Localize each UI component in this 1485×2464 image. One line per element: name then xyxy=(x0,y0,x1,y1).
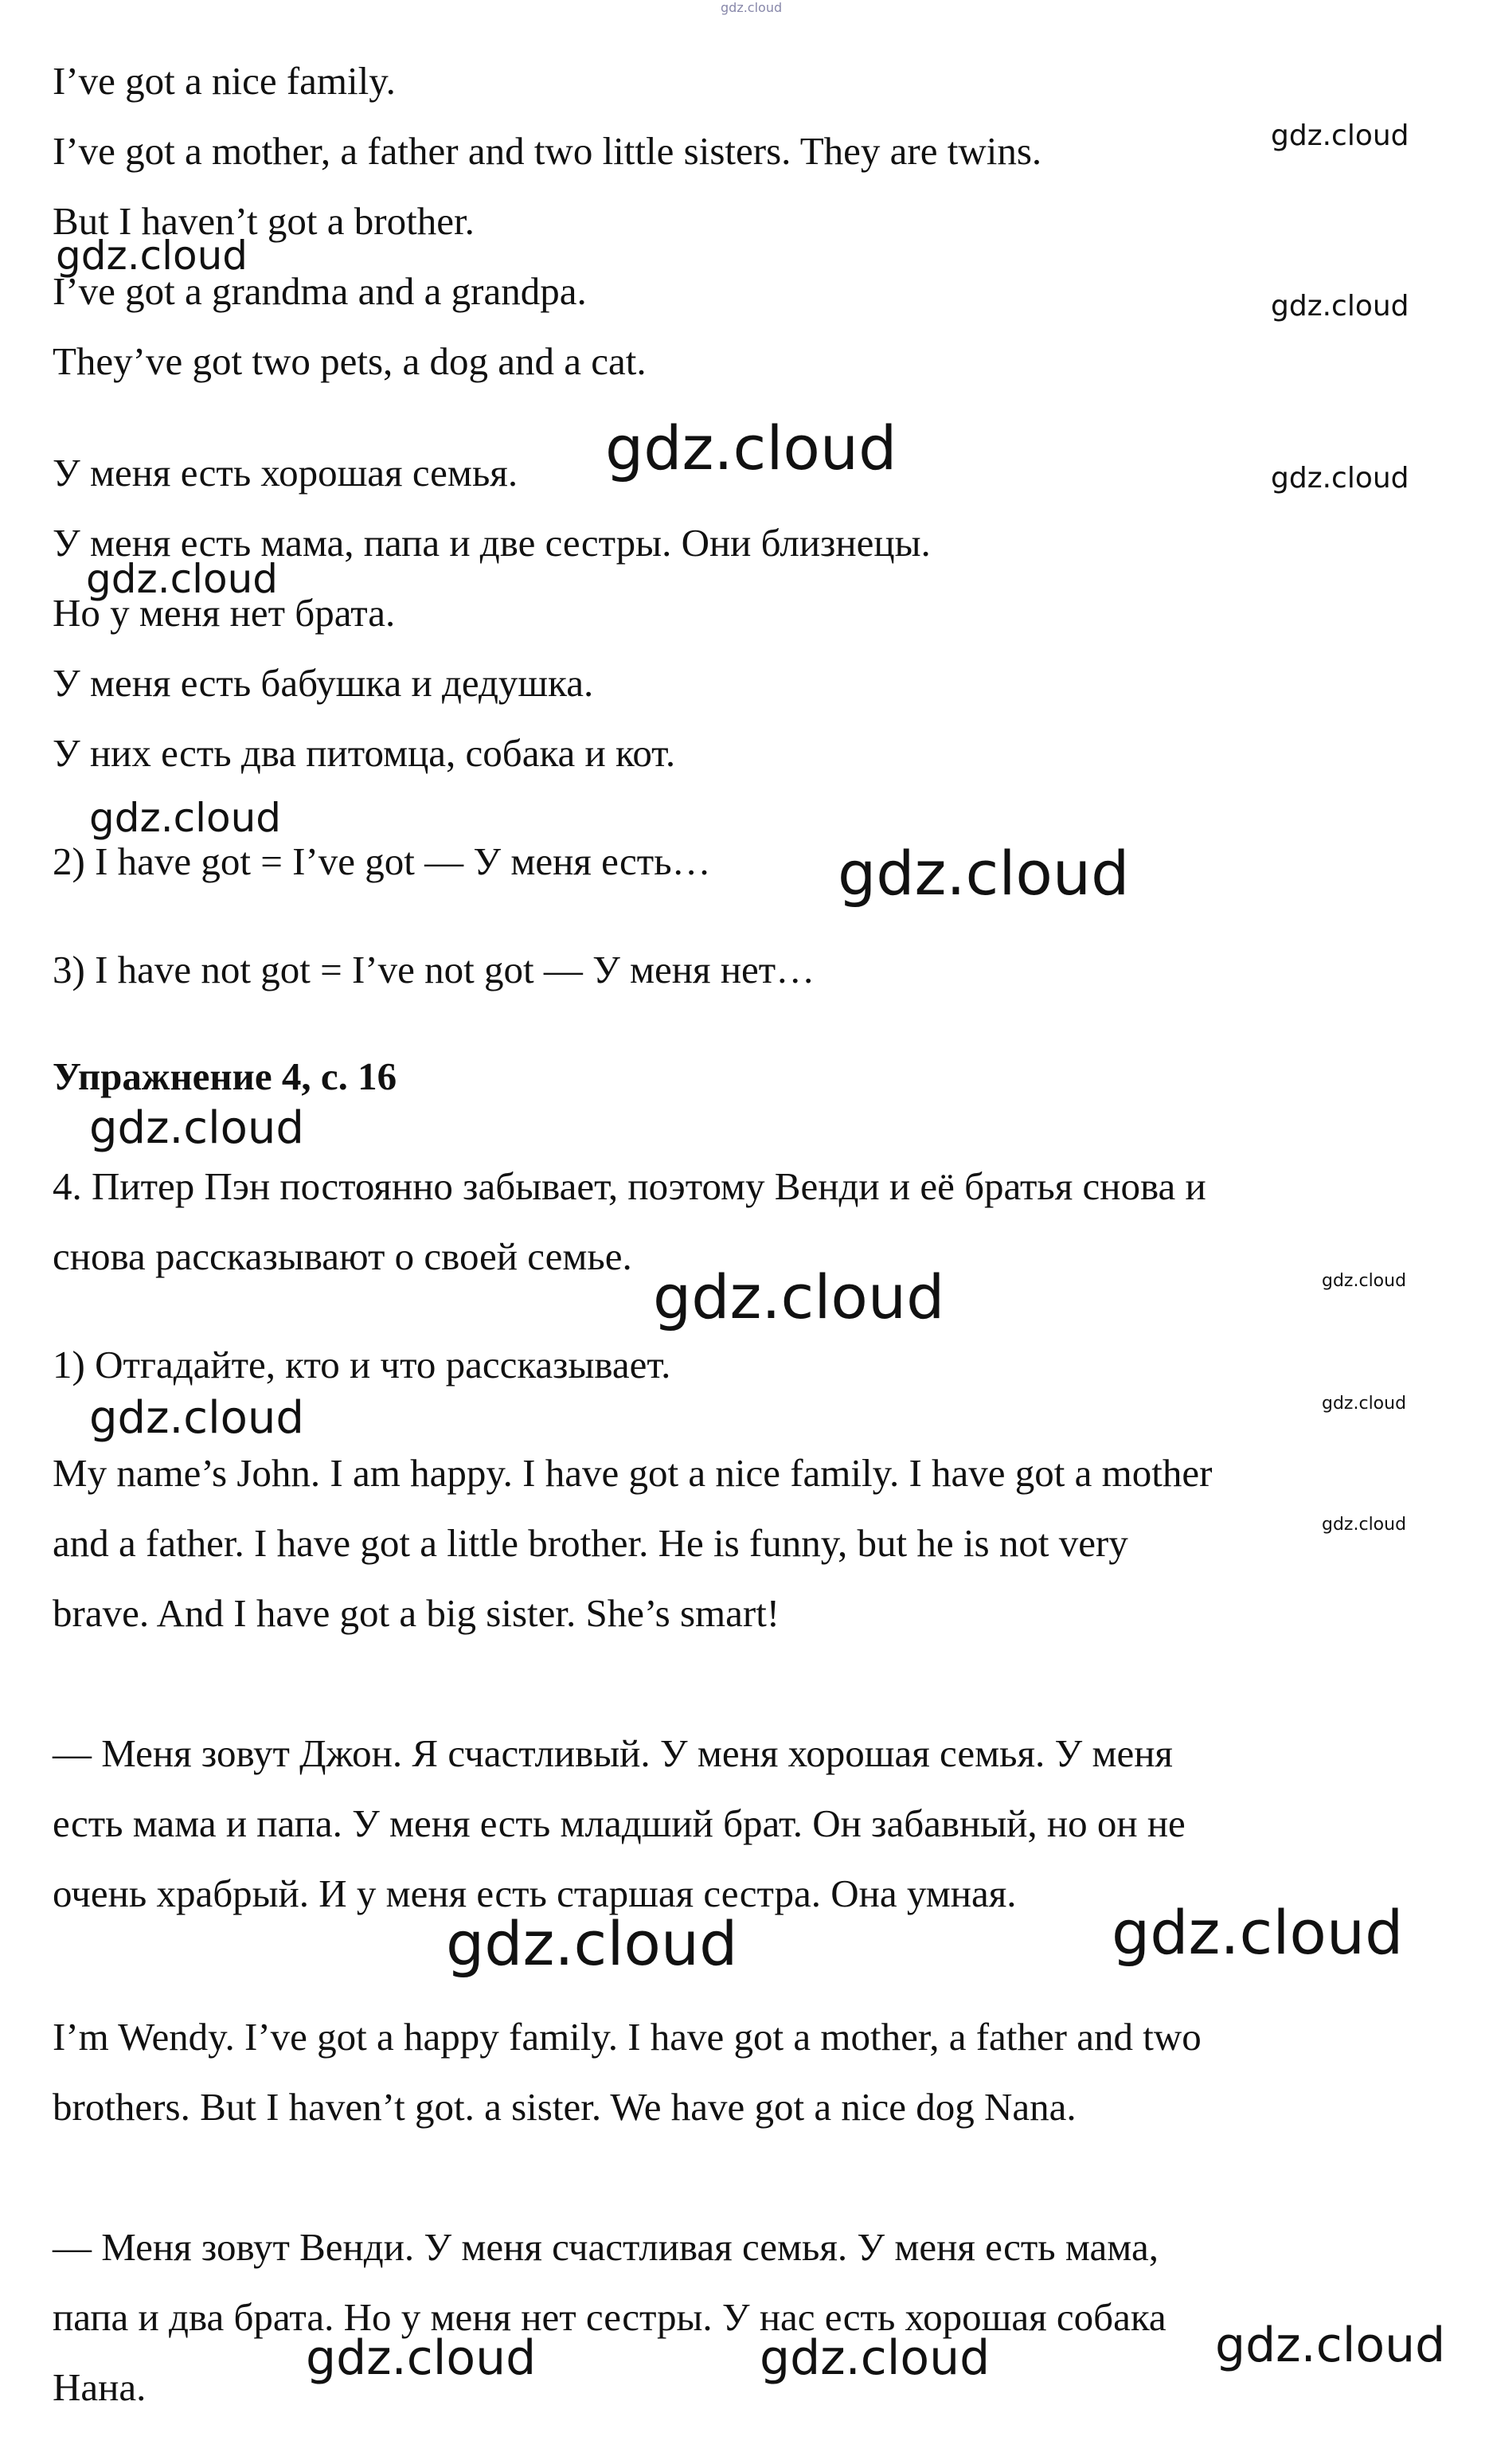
text-line: У меня есть хорошая семья. xyxy=(53,451,518,495)
watermark: gdz.cloud xyxy=(89,1102,304,1154)
text-line: I’ve got a mother, a father and two little sisters. They are twins. xyxy=(53,129,1042,173)
text-line: У меня есть бабушка и дедушка. xyxy=(53,661,594,705)
text-line: снова рассказывают о своей семье. xyxy=(53,1234,632,1278)
watermark: gdz.cloud xyxy=(1271,119,1409,152)
text-line: But I haven’t got a brother. xyxy=(53,199,475,243)
watermark: gdz.cloud xyxy=(89,795,282,841)
text-line: brave. And I have got a big sister. She’s smart! xyxy=(53,1591,780,1635)
text-line: Но у меня нет брата. xyxy=(53,591,396,635)
text-line: They’ve got two pets, a dog and a cat. xyxy=(53,339,647,383)
watermark: gdz.cloud xyxy=(306,2330,537,2386)
watermark: gdz.cloud xyxy=(653,1261,945,1332)
text-line: 2) I have got = I’ve got — У меня есть… xyxy=(53,839,711,883)
text-line: есть мама и папа. У меня есть младший брат. Он забавный, но он не xyxy=(53,1801,1186,1845)
watermark: gdz.cloud xyxy=(838,838,1130,909)
watermark: gdz.cloud xyxy=(1322,1271,1407,1291)
watermark: gdz.cloud xyxy=(1322,1394,1407,1414)
watermark: gdz.cloud xyxy=(446,1908,738,1979)
watermark: gdz.cloud xyxy=(86,556,279,602)
text-line: My name’s John. I am happy. I have got a nice family. I have got a mother xyxy=(53,1451,1213,1495)
watermark: gdz.cloud xyxy=(721,0,783,15)
watermark: gdz.cloud xyxy=(56,233,248,279)
watermark: gdz.cloud xyxy=(1271,462,1409,495)
text-line: 1) Отгадайте, кто и что рассказывает. xyxy=(53,1343,671,1386)
watermark: gdz.cloud xyxy=(760,2330,991,2386)
text-line: 4. Питер Пэн постоянно забывает, поэтому Венди и её братья снова и xyxy=(53,1164,1206,1208)
watermark: gdz.cloud xyxy=(1271,290,1409,323)
watermark: gdz.cloud xyxy=(89,1392,304,1444)
text-line: I’ve got a grandma and a grandpa. xyxy=(53,269,587,313)
text-line: 3) I have not got = I’ve not got — У меня нет… xyxy=(53,948,815,991)
text-line: Нана. xyxy=(53,2365,147,2409)
text-line: and a father. I have got a little brother. He is funny, but he is not very xyxy=(53,1521,1128,1565)
text-line: У них есть два питомца, собака и кот. xyxy=(53,731,676,775)
text-line: I’ve got a nice family. xyxy=(53,59,396,103)
text-line: brothers. But I haven’t got. a sister. We have got a nice dog Nana. xyxy=(53,2085,1077,2129)
text-line: — Меня зовут Джон. Я счастливый. У меня хорошая семья. У меня xyxy=(53,1731,1173,1775)
text-line: I’m Wendy. I’ve got a happy family. I have got a mother, a father and two xyxy=(53,2015,1202,2059)
text-line: папа и два брата. Но у меня нет сестры. У нас есть хорошая собака xyxy=(53,2295,1167,2339)
text-line: У меня есть мама, папа и две сестры. Они близнецы. xyxy=(53,521,931,565)
text-line: — Меня зовут Венди. У меня счастливая семья. У меня есть мама, xyxy=(53,2225,1159,2269)
watermark: gdz.cloud xyxy=(605,413,897,483)
watermark: gdz.cloud xyxy=(1322,1515,1407,1535)
section-heading: Упражнение 4, с. 16 xyxy=(53,1054,397,1098)
text-line: очень храбрый. И у меня есть старшая сестра. Она умная. xyxy=(53,1871,1017,1915)
watermark: gdz.cloud xyxy=(1215,2317,1446,2373)
watermark: gdz.cloud xyxy=(1112,1897,1404,1968)
